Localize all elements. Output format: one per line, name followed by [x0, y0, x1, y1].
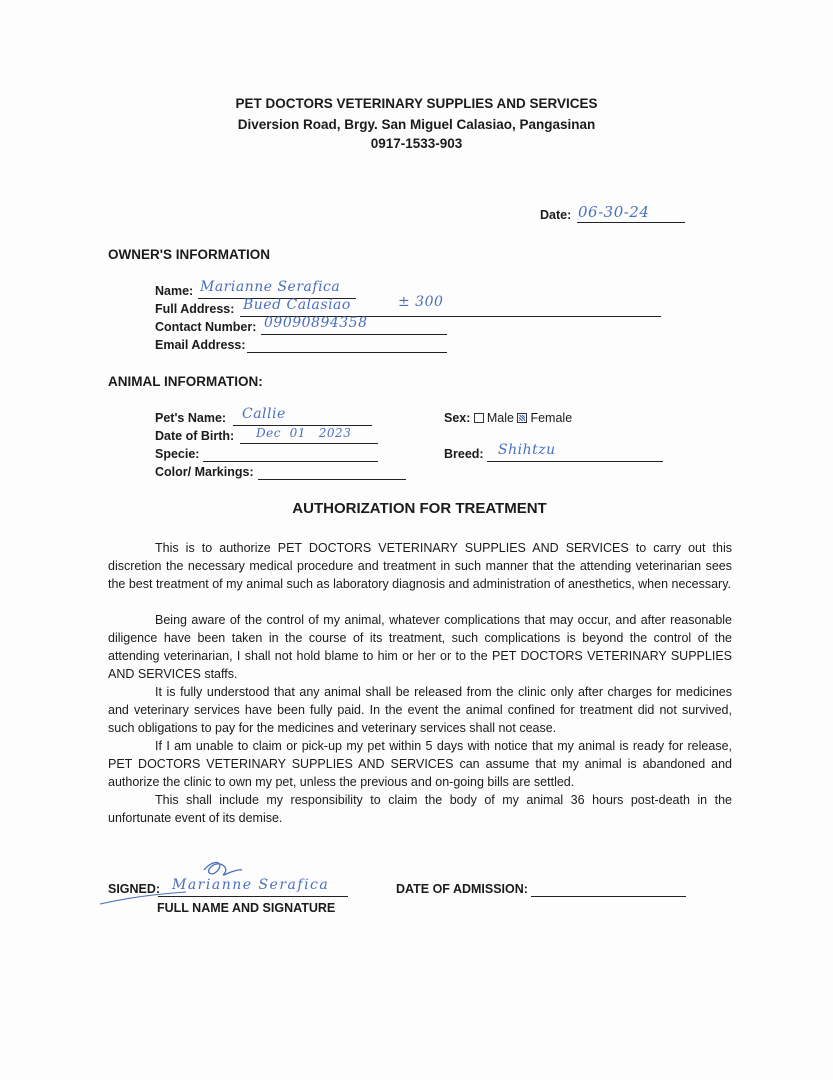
admission-date-line: [531, 896, 686, 897]
dob-label: Date of Birth:: [155, 429, 235, 443]
breed-field[interactable]: Shihtzu: [498, 442, 556, 458]
auth-paragraph-5: This shall include my responsibility to claim the body of my animal 36 hours post-death in the unfortunate event of its demise.: [108, 793, 732, 825]
date-label: Date:: [540, 208, 572, 222]
color-markings-line: [258, 479, 406, 480]
owner-name-label: Name:: [155, 284, 194, 298]
date-line: [577, 222, 685, 223]
auth-paragraph-1: This is to authorize PET DOCTORS VETERINARY SUPPLIES AND SERVICES to carry out this discretion the necessary medical procedure and treatment in such manner that the attending veterinarian sees the best treatment of my animal such as laboratory diagnosis and administration of anesthetics, when necessary.: [108, 541, 732, 591]
auth-paragraph-3: It is fully understood that any animal shall be released from the clinic only after charges for medicines and veterinary services have been fully paid. In the event the animal confined for treatment did not survived, such obligations to pay for the medicines and veterinary services shall not cease.: [108, 685, 732, 735]
specie-line: [203, 461, 378, 462]
pet-name-field[interactable]: Callie: [242, 406, 286, 422]
dob-line: [240, 443, 378, 444]
date-value[interactable]: 06-30-24: [578, 203, 650, 221]
pet-name-label: Pet's Name:: [155, 411, 227, 425]
sex-male-label: Male: [486, 411, 514, 425]
admission-date-label: DATE OF ADMISSION:: [396, 882, 528, 896]
dob-field[interactable]: Dec 01 2023: [256, 426, 352, 440]
breed-label: Breed:: [444, 447, 484, 461]
signature-name-field[interactable]: Marianne Serafica: [172, 877, 330, 893]
clinic-name: PET DOCTORS VETERINARY SUPPLIES AND SERVICES: [235, 96, 598, 111]
color-markings-label: Color/ Markings:: [155, 465, 254, 479]
sex-label: Sex:: [444, 411, 471, 425]
auth-paragraph-2: Being aware of the control of my animal, whatever complications that may occur, and after reasonable diligence have been taken in the course of its treatment, such complications is beyond the control of the attending veterinarian, I shall not hold blame to him or her or to the PET DOCTORS VETERINARY SUPPLIES AND SERVICES staffs.: [108, 613, 732, 681]
sex-female-checkbox[interactable]: [517, 413, 527, 423]
owner-address-label: Full Address:: [155, 302, 235, 316]
owner-contact-label: Contact Number:: [155, 320, 257, 334]
sex-male-checkbox[interactable]: [474, 413, 484, 423]
owner-section-title: OWNER'S INFORMATION: [108, 247, 270, 262]
owner-email-label: Email Address:: [155, 338, 246, 352]
breed-line: [487, 461, 663, 462]
clinic-phone: 0917-1533-903: [370, 136, 463, 151]
animal-section-title: ANIMAL INFORMATION:: [108, 374, 263, 389]
owner-name-field[interactable]: Marianne Serafica: [200, 279, 341, 295]
owner-email-line: [247, 352, 447, 353]
owner-contact-line: [261, 334, 447, 335]
owner-address-field[interactable]: Bued Calasiao: [243, 297, 351, 313]
clinic-address: Diversion Road, Brgy. San Miguel Calasiao, Pangasinan: [237, 117, 596, 132]
owner-contact-field[interactable]: 09090894358: [264, 315, 368, 331]
sex-female-label: Female: [530, 411, 573, 425]
auth-paragraph-4: If I am unable to claim or pick-up my pet within 5 days with notice that my animal is ready for release, PET DOCTORS VETERINARY SUPPLIES AND SERVICES can assume that my animal is abandoned and authorize the clinic to own my pet, unless the previous and on-going bills are settled.: [108, 739, 732, 789]
owner-address-field-extra[interactable]: ± 300: [398, 294, 444, 310]
specie-label: Specie:: [155, 447, 200, 461]
signed-label: SIGNED:: [108, 882, 161, 896]
signature-caption: FULL NAME AND SIGNATURE: [157, 901, 336, 915]
authorization-title: AUTHORIZATION FOR TREATMENT: [292, 500, 547, 517]
sex-row: [444, 411, 572, 425]
